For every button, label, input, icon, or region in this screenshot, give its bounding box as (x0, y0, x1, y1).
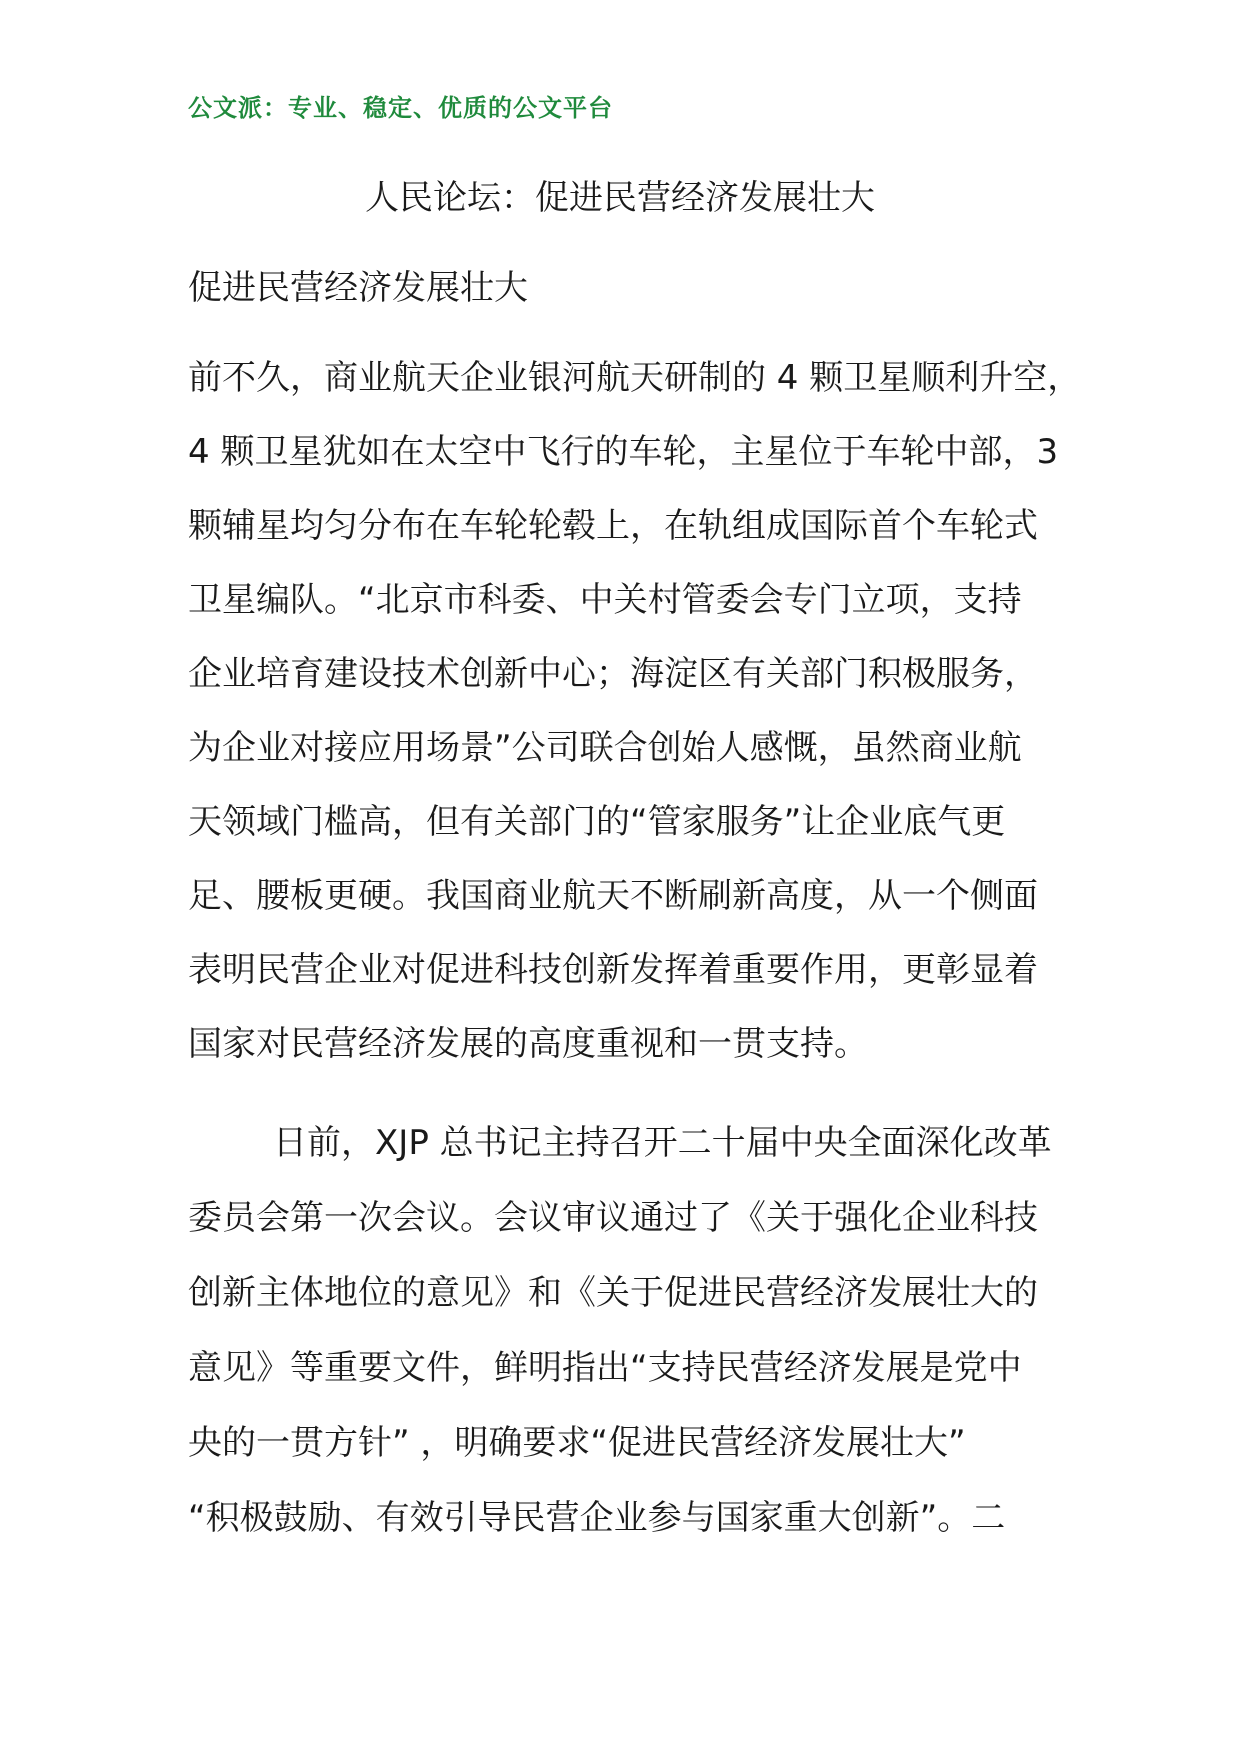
paragraph-1-line: 企业培育建设技术创新中心；海淀区有关部门积极服务， (188, 654, 1038, 694)
document-subtitle: 促进民营经济发展壮大 (188, 268, 528, 308)
paragraph-1-line: 前不久，商业航天企业银河航天研制的 4 颗卫星顺利升空， (188, 358, 1082, 398)
paragraph-2-line: “积极鼓励、有效引导民营企业参与国家重大创新”。二 (188, 1498, 1006, 1538)
paragraph-2-line: 意见》等重要文件，鲜明指出“支持民营经济发展是党中 (188, 1348, 1022, 1388)
brand-header: 公文派：专业、稳定、优质的公文平台 (188, 94, 613, 122)
paragraph-1-line: 国家对民营经济发展的高度重视和一贯支持。 (188, 1024, 868, 1064)
paragraph-1-line: 4 颗卫星犹如在太空中飞行的车轮，主星位于车轮中部，3 (188, 432, 1059, 472)
paragraph-1-line: 卫星编队。“北京市科委、中关村管委会专门立项，支持 (188, 580, 1022, 620)
paragraph-2-line: 央的一贯方针” ，明确要求“促进民营经济发展壮大” (188, 1423, 966, 1463)
paragraph-2-line: 日前，XJP 总书记主持召开二十届中央全面深化改革 (273, 1123, 1052, 1163)
paragraph-1-line: 颗辅星均匀分布在车轮轮毂上，在轨组成国际首个车轮式 (188, 506, 1038, 546)
document-title: 人民论坛：促进民营经济发展壮大 (365, 178, 875, 218)
paragraph-1-line: 表明民营企业对促进科技创新发挥着重要作用，更彰显着 (188, 950, 1038, 990)
paragraph-2-line: 委员会第一次会议。会议审议通过了《关于强化企业科技 (188, 1198, 1038, 1238)
paragraph-1-line: 为企业对接应用场景”公司联合创始人感慨，虽然商业航 (188, 728, 1022, 768)
paragraph-1-line: 足、腰板更硬。我国商业航天不断刷新高度，从一个侧面 (188, 876, 1038, 916)
paragraph-2-line: 创新主体地位的意见》和《关于促进民营经济发展壮大的 (188, 1273, 1038, 1313)
paragraph-1-line: 天领域门槛高，但有关部门的“管家服务”让企业底气更 (188, 802, 1006, 842)
